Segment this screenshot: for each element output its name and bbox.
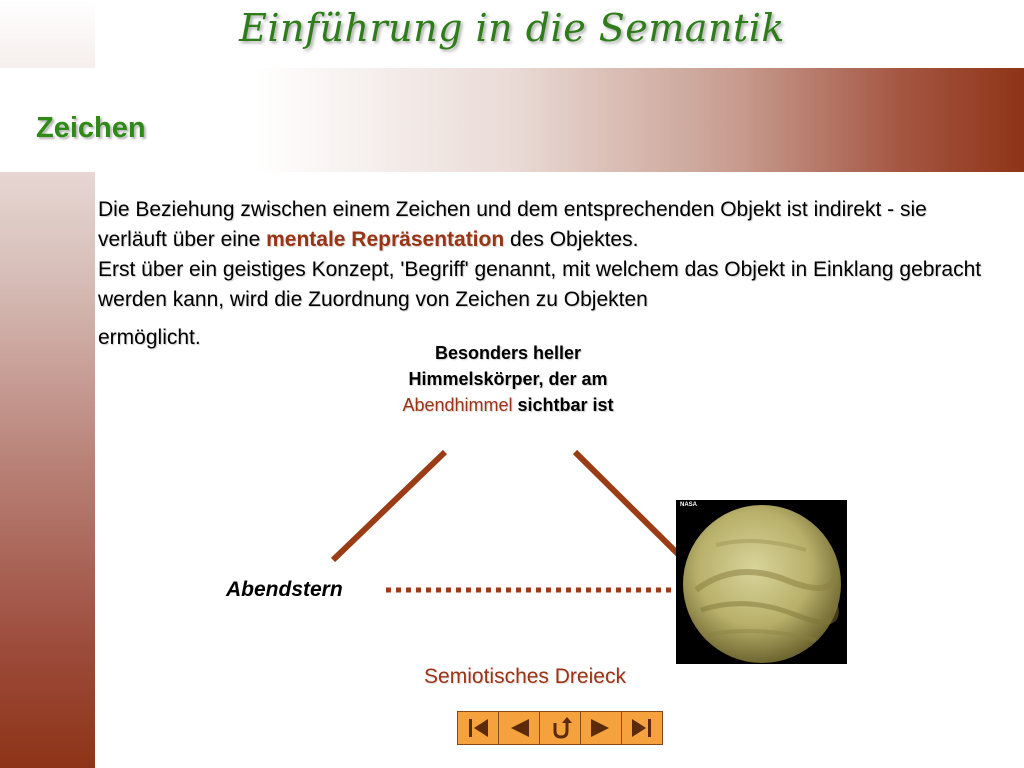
diagram-caption: Semiotisches Dreieck [424, 665, 626, 688]
venus-planet-icon [676, 500, 847, 664]
last-page-button[interactable] [622, 712, 662, 744]
triangle-left-edge [333, 452, 445, 560]
paragraph-highlight: mentale Repräsentation [266, 228, 505, 251]
paragraph-text: des Objektes. [504, 228, 639, 251]
return-icon [546, 717, 574, 739]
page-title: Zeichen [36, 112, 146, 144]
nasa-label: NASA [680, 502, 698, 508]
paragraph-text: Die Beziehung zwischen einem Zeichen und dem entsprechenden Objekt ist indirekt - sie verläuft über eine [98, 198, 927, 251]
paragraph-text: ermöglicht. [98, 326, 201, 349]
concept-text: Besonders heller Himmelskörper, der am [408, 343, 608, 389]
triangle-right-edge [575, 452, 680, 556]
paragraph-text: Erst über ein geistiges Konzept, 'Begriff' genannt, mit welchem das Objekt in Einklang gebracht werden kann, wird die Zuordnung von Zeichen zu Objekten [98, 258, 982, 311]
first-page-button[interactable] [458, 712, 499, 744]
first-page-icon [464, 717, 492, 739]
venus-image [676, 500, 847, 664]
concept-text: sichtbar ist [512, 395, 614, 415]
previous-button[interactable] [499, 712, 540, 744]
site-title: Einführung in die Semantik [239, 6, 785, 50]
last-page-icon [628, 717, 656, 739]
next-icon [587, 717, 615, 739]
return-button[interactable] [540, 712, 581, 744]
previous-icon [505, 717, 533, 739]
navigation-bar [457, 711, 663, 745]
concept-highlight: Abendhimmel [402, 395, 513, 415]
word-label: Abendstern [226, 578, 343, 601]
next-button[interactable] [581, 712, 622, 744]
